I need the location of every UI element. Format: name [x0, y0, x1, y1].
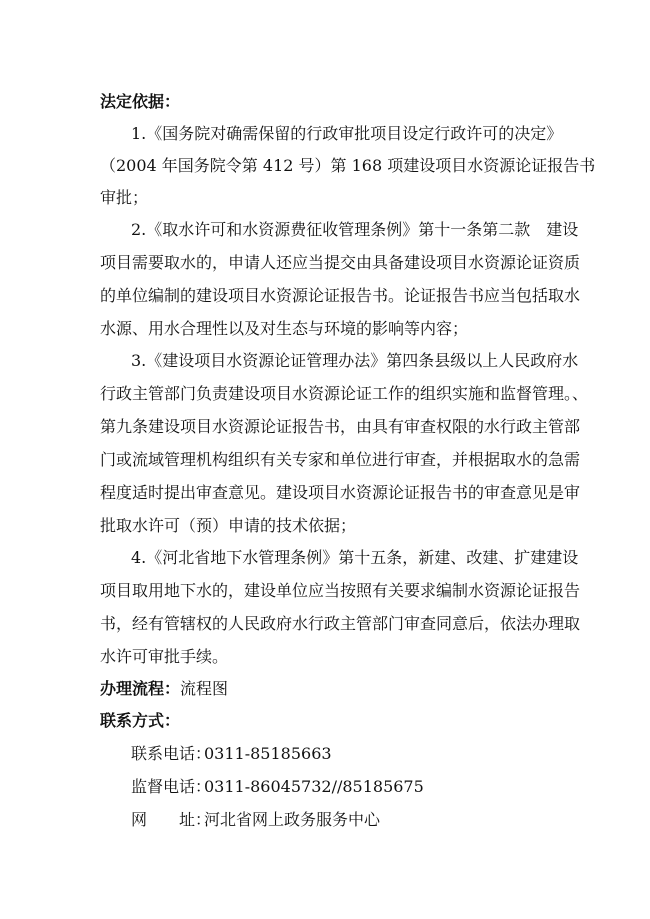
item4-line-3: 书，经有管辖权的人民政府水行政主管部门审查同意后，依法办理取: [100, 614, 581, 633]
legal-basis-heading: 法定依据：: [100, 92, 181, 111]
item4-line-2: 项目取用地下水的，建设单位应当按照有关要求编制水资源论证报告: [100, 581, 581, 600]
contact-phone-label: 联系电话：: [131, 744, 212, 763]
item3-line-5: 程度适时提出审查意见。建设项目水资源论证报告书的审查意见是审: [100, 483, 581, 502]
website-label: 网 址：: [131, 810, 212, 829]
item2-line-4: 水源、用水合理性以及对生态与环境的影响等内容；: [100, 319, 469, 338]
process-link[interactable]: 流程图: [180, 679, 229, 698]
item3-line-4: 门或流域管理机构组织有关专家和单位进行审查，并根据取水的急需: [100, 450, 581, 469]
supervision-phone-row: [131, 777, 424, 797]
website-value[interactable]: 河北省网上政务服务中心: [204, 810, 381, 829]
supervision-phone-label: 监督电话：: [131, 777, 212, 796]
item3-line-1: 3.《建设项目水资源论证管理办法》第四条县级以上人民政府水: [131, 351, 579, 370]
item1-line-2: （2004 年国务院令第 412 号）第 168 项建设项目水资源论证报告书: [100, 156, 596, 175]
item2-line-1: 2.《取水许可和水资源费征收管理条例》第十一条第二款 建设: [131, 220, 579, 239]
item2-line-3: 的单位编制的建设项目水资源论证报告书。论证报告书应当包括取水: [100, 286, 581, 305]
contact-phone-row: [131, 744, 332, 764]
item1-line-1: 1.《国务院对确需保留的行政审批项目设定行政许可的决定》: [131, 124, 563, 143]
item3-line-2: 行政主管部门负责建设项目水资源论证工作的组织实施和监督管理。、: [100, 384, 589, 403]
item3-line-6: 批取水许可（预）申请的技术依据；: [100, 516, 357, 535]
item4-line-4: 水许可审批手续。: [100, 647, 229, 666]
contact-phone-value: 0311-85185663: [204, 744, 332, 763]
item3-line-3: 第九条建设项目水资源论证报告书，由具有审查权限的水行政主管部: [100, 417, 581, 436]
process-row: [100, 679, 228, 699]
contact-heading: 联系方式：: [100, 711, 181, 730]
process-heading: 办理流程：: [100, 679, 181, 698]
item1-line-3: 审批；: [100, 188, 149, 207]
supervision-phone-value: 0311-86045732//85185675: [204, 777, 424, 796]
item4-line-1: 4.《河北省地下水管理条例》第十五条，新建、改建、扩建建设: [131, 548, 579, 567]
website-row: [131, 810, 380, 830]
item2-line-2: 项目需要取水的，申请人还应当提交由具备建设项目水资源论证资质: [100, 253, 581, 272]
